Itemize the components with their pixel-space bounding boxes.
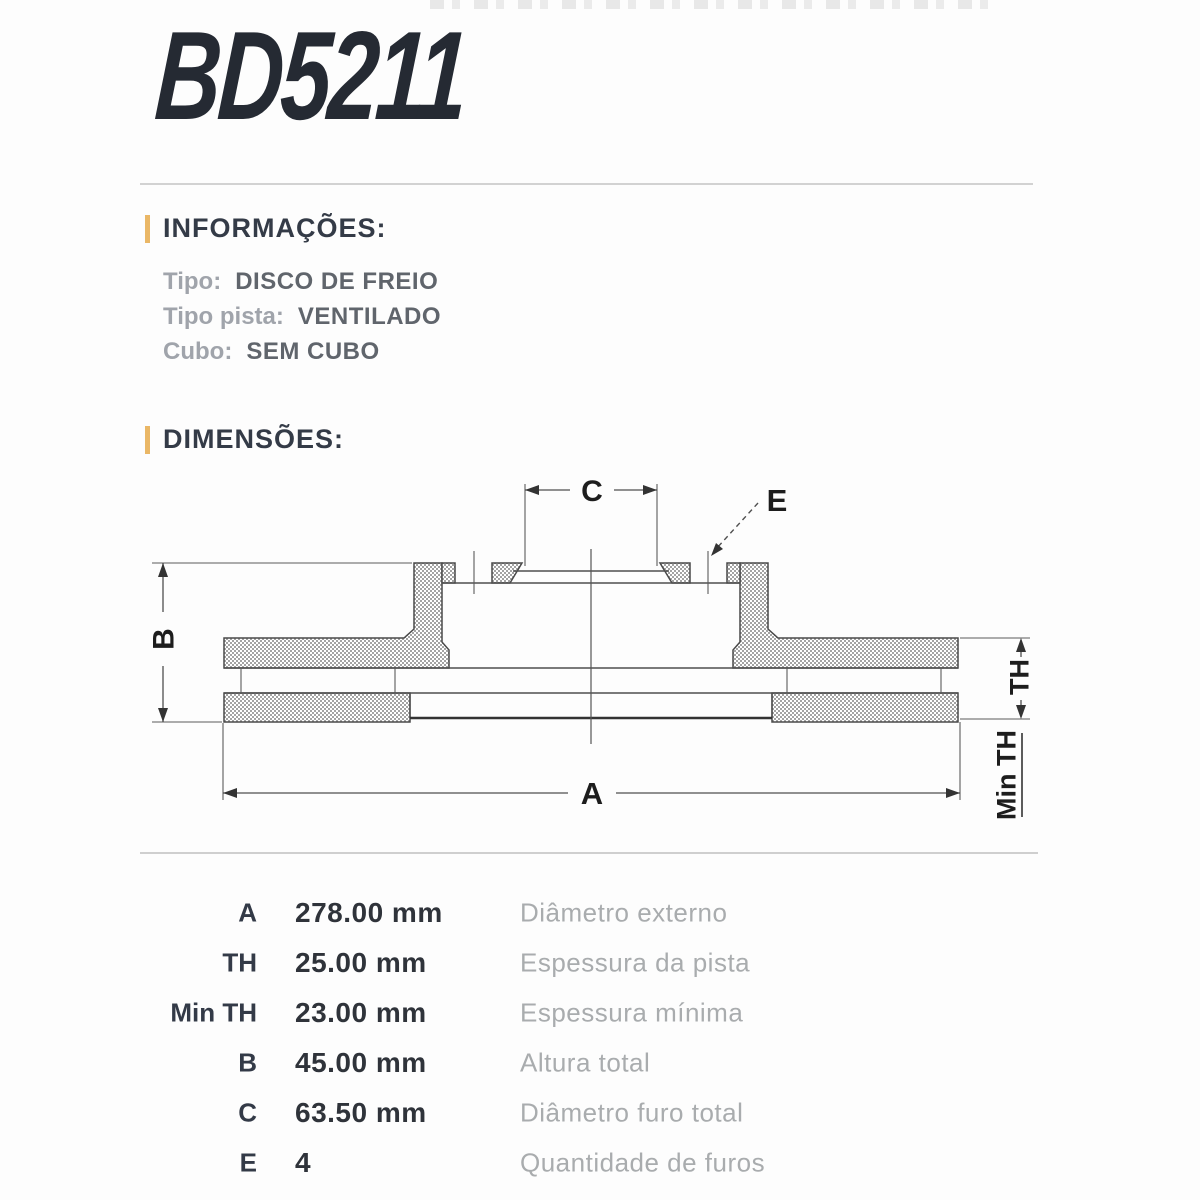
table-row: [0, 938, 1200, 988]
dimensions-table: [0, 888, 1200, 1188]
table-row: [0, 1138, 1200, 1188]
dimension-code: E: [239, 1147, 257, 1178]
dimensoes-title: DIMENSÕES:: [163, 424, 345, 454]
dimension-code: C: [238, 1097, 257, 1128]
dimension-code: B: [238, 1047, 257, 1078]
table-row: [0, 988, 1200, 1038]
dimension-code: Min TH: [170, 997, 257, 1028]
diagram-label-e: E: [766, 483, 788, 518]
info-label: Tipo:: [163, 268, 222, 295]
diagram-label-min-th: Min TH: [991, 730, 1022, 820]
diagram-label-c: C: [581, 475, 603, 508]
info-label: Cubo:: [163, 338, 233, 365]
dimension-value: 63.50 mm: [295, 1097, 427, 1128]
dimension-e: [711, 483, 787, 556]
dimension-value: 25.00 mm: [295, 947, 427, 978]
info-value: DISCO DE FREIO: [235, 268, 439, 295]
info-value: SEM CUBO: [246, 338, 380, 365]
section-divider: [140, 852, 1038, 854]
info-label: Tipo pista:: [163, 303, 284, 330]
dimension-value: 4: [295, 1147, 312, 1178]
dimension-value: 45.00 mm: [295, 1047, 427, 1078]
dimension-description: Diâmetro furo total: [520, 1097, 744, 1128]
diagram-label-th: TH: [1004, 659, 1035, 695]
dimension-min-th: [991, 730, 1022, 820]
dimension-value: 23.00 mm: [295, 997, 427, 1028]
dimension-description: Altura total: [520, 1047, 651, 1078]
table-row: [0, 1088, 1200, 1138]
dimension-th: [960, 638, 1034, 719]
diagram-label-b: B: [147, 628, 181, 650]
dimension-value: 278.00 mm: [295, 897, 443, 928]
dimension-code: A: [238, 897, 257, 928]
dimension-description: Diâmetro externo: [520, 897, 728, 928]
diagram-label-a: A: [580, 776, 604, 811]
table-row: [0, 888, 1200, 938]
info-value: VENTILADO: [297, 303, 442, 330]
table-row: [0, 1038, 1200, 1088]
informacoes-title: INFORMAÇÕES:: [163, 213, 387, 243]
product-code-title: BD5211: [151, 5, 470, 146]
dimension-description: Quantidade de furos: [520, 1147, 766, 1178]
dimension-description: Espessura da pista: [520, 947, 751, 978]
dimension-code: TH: [222, 947, 257, 978]
dimension-description: Espessura mínima: [520, 997, 744, 1028]
